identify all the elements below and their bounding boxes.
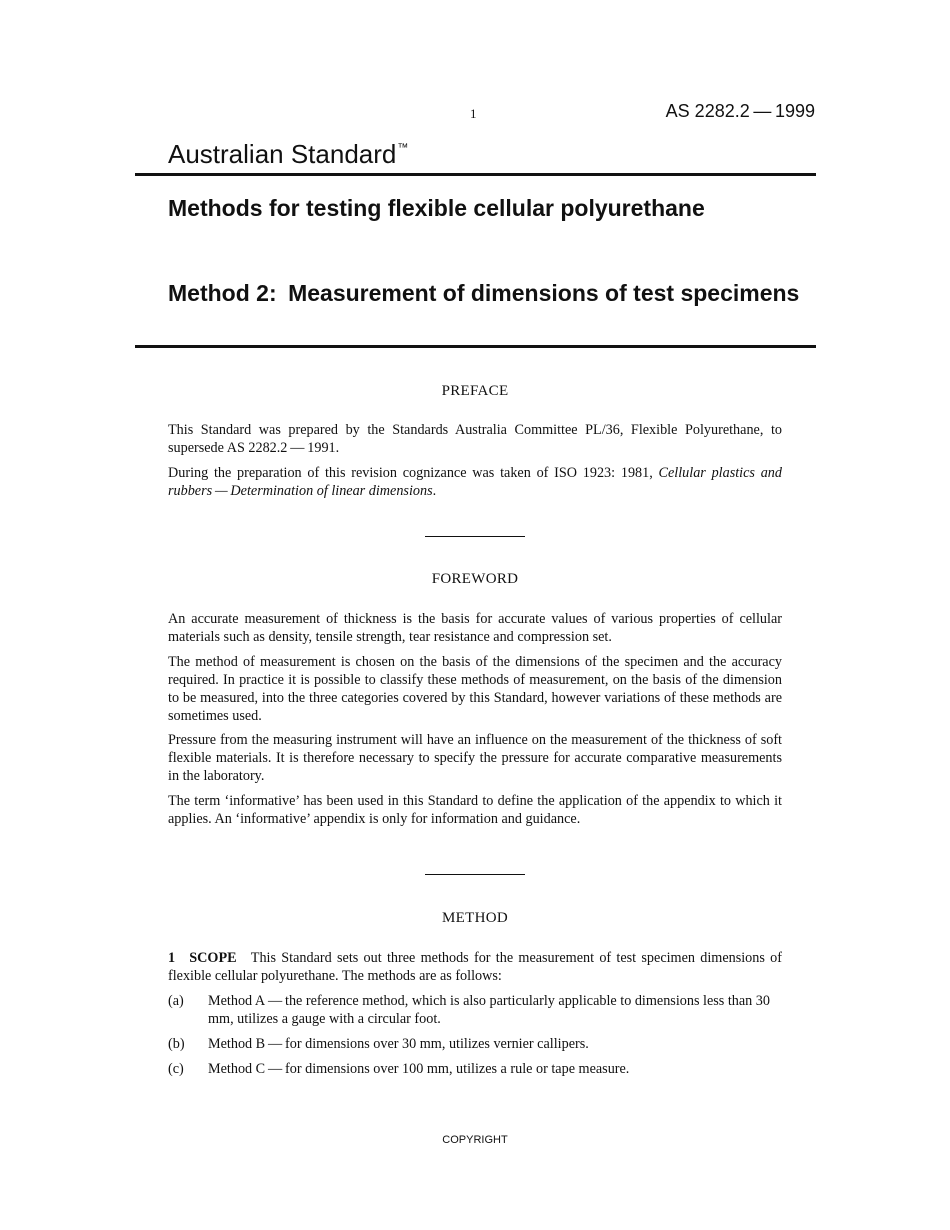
preface-paragraph-1: This Standard was prepared by the Standards Australia Committee PL/36, Flexible Polyurethane, to supersede AS 2282.2 — 1991. xyxy=(168,422,782,456)
preface-heading: PREFACE xyxy=(441,383,509,399)
scope-paragraph xyxy=(168,949,782,985)
preface-p2-text: During the preparation of this revision cognizance was taken of ISO 1923: 1981, xyxy=(168,465,659,481)
standard-name xyxy=(168,139,408,170)
foreword-paragraph-2: The method of measurement is chosen on the basis of the dimensions of the specimen and the accuracy required. In practice it is possible to classify these methods of measurement, on the basis of the dimension to be measured, into the three categories covered by this Standard, however variations of these methods are sometimes used. xyxy=(168,654,782,724)
list-item-text: Method C — for dimensions over 100 mm, utilizes a rule or tape measure. xyxy=(208,1061,630,1077)
list-item-text: Method A — the reference method, which is also particularly applicable to dimensions less than 30 mm, utilizes a gauge with a circular foot. xyxy=(208,993,770,1027)
standard-name-text: Australian Standard xyxy=(168,139,397,169)
preface-p2-end: . xyxy=(432,483,437,499)
list-item-label: (c) xyxy=(168,1061,184,1077)
list-item-text: Method B — for dimensions over 30 mm, utilizes vernier callipers. xyxy=(208,1036,589,1052)
list-item xyxy=(168,992,782,1028)
list-item xyxy=(168,1035,782,1053)
title-rule-top xyxy=(135,173,816,176)
document-code: AS 2282.2 — 1999 xyxy=(665,101,815,121)
preface-paragraph-2 xyxy=(168,464,782,500)
list-item-label: (a) xyxy=(168,993,184,1009)
section-separator xyxy=(425,536,525,537)
document-title: Methods for testing flexible cellular polyurethane xyxy=(168,195,705,221)
foreword-heading: FOREWORD xyxy=(431,571,519,587)
iso-reference-title: Cellular plastics and rubbers — Determination of linear dimensions xyxy=(168,465,782,499)
method-heading: METHOD xyxy=(442,910,508,926)
foreword-paragraph-1: An accurate measurement of thickness is the basis for accurate values of various properties of cellular materials such as density, tensile strength, tear resistance and compression set. xyxy=(168,611,782,645)
trademark-symbol: ™ xyxy=(397,142,409,154)
copyright-footer: COPYRIGHT xyxy=(442,1134,508,1146)
section-separator xyxy=(425,874,525,875)
scope-label: 1 SCOPE xyxy=(168,950,237,966)
title-rule-bottom xyxy=(135,345,816,348)
scope-text: This Standard sets out three methods for the measurement of test specimen dimensions of flexible cellular polyurethane. The methods are as follows: xyxy=(168,950,782,984)
list-item-label: (b) xyxy=(168,1036,185,1052)
foreword-paragraph-3: Pressure from the measuring instrument will have an influence on the measurement of the thickness of soft flexible materials. It is therefore necessary to specify the pressure for accurate comparative measurements in the laboratory. xyxy=(168,732,782,784)
document-subtitle: Method 2: Measurement of dimensions of test specimens xyxy=(168,280,800,306)
foreword-paragraph-4: The term ‘informative’ has been used in this Standard to define the application of the appendix to which it applies. An ‘informative’ appendix is only for information and guidance. xyxy=(168,793,782,827)
list-item xyxy=(168,1060,782,1078)
page-number: 1 xyxy=(470,106,477,121)
